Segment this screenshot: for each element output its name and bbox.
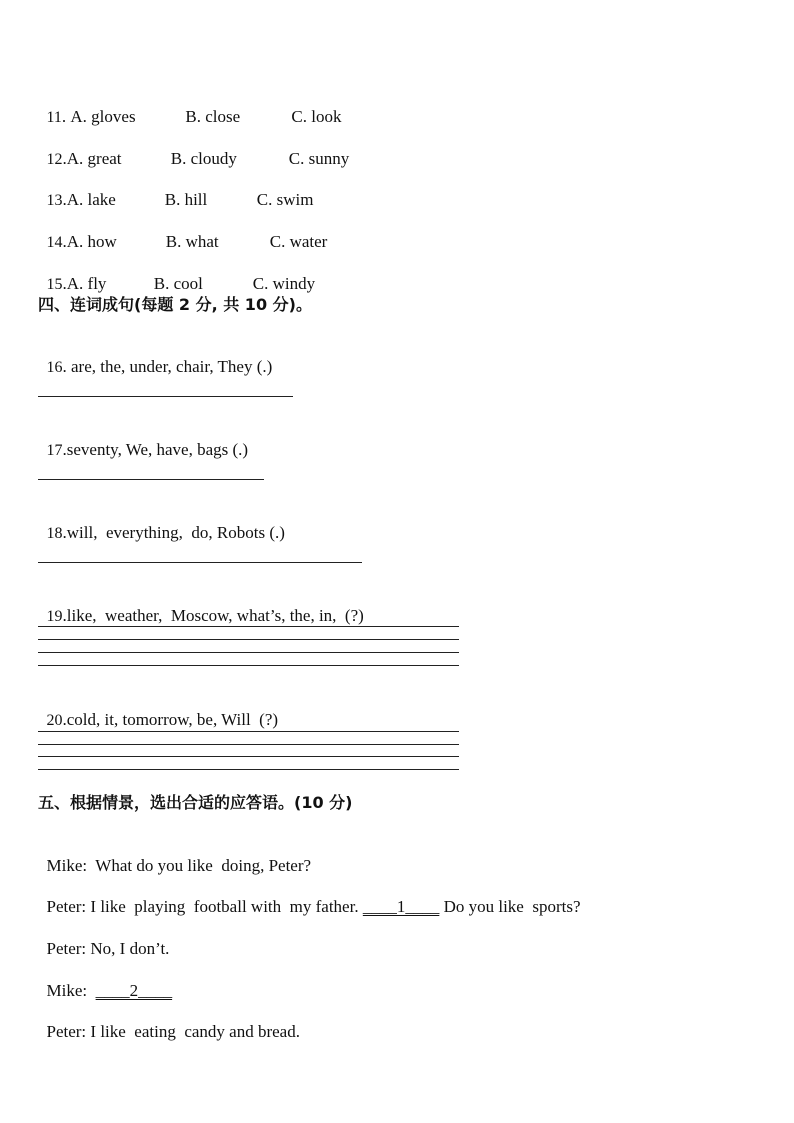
option-b: B. cool xyxy=(153,274,203,293)
option-b: B. cloudy xyxy=(170,149,237,168)
question-number: 14 xyxy=(46,234,63,251)
question-number: 11 xyxy=(46,109,62,126)
answer-line xyxy=(38,756,459,757)
option-c: C. windy xyxy=(252,274,316,293)
question-separator: . xyxy=(62,274,67,293)
option-a: A. lake xyxy=(66,190,116,209)
dialogue-text: Peter: No, I don’t. xyxy=(46,939,170,958)
question-20 xyxy=(38,690,278,731)
question-number: 19 xyxy=(46,608,63,625)
question-text: . are, the, under, chair, They (.) xyxy=(62,357,273,376)
answer-line xyxy=(38,769,459,770)
dialogue-text: Peter: I like playing football with my father. xyxy=(46,897,363,916)
question-number: 13 xyxy=(46,192,63,209)
option-a: A. fly xyxy=(66,274,107,293)
option-c: C. look xyxy=(291,107,342,126)
question-14 xyxy=(38,212,327,253)
question-16 xyxy=(38,337,272,378)
answer-line xyxy=(38,479,264,480)
question-18 xyxy=(38,503,285,544)
dialogue-text: Peter: I like eating candy and bread. xyxy=(46,1022,300,1041)
question-number: 12 xyxy=(46,151,63,168)
option-c: C. swim xyxy=(256,190,314,209)
question-17 xyxy=(38,420,248,461)
question-number: 17 xyxy=(46,442,63,459)
dialogue-line xyxy=(38,919,169,959)
section-4-heading: 四、连词成句(每题 2 分, 共 10 分)。 xyxy=(38,295,312,314)
question-separator: . xyxy=(62,190,67,209)
dialogue-text: Mike: What do you like doing, Peter? xyxy=(46,856,312,875)
answer-line xyxy=(38,396,293,397)
question-number: 18 xyxy=(46,525,63,542)
dialogue-line xyxy=(38,1002,300,1042)
question-text: .like, weather, Moscow, what’s, the, in, (?) xyxy=(62,606,364,625)
answer-line xyxy=(38,652,459,653)
answer-blank-1[interactable]: ____1____ xyxy=(362,897,440,916)
question-15 xyxy=(38,254,315,295)
option-a: A. how xyxy=(66,232,117,251)
question-text: .will, everything, do, Robots (.) xyxy=(62,523,285,542)
question-text: .seventy, We, have, bags (.) xyxy=(62,440,249,459)
question-12 xyxy=(38,129,349,170)
question-19 xyxy=(38,586,364,627)
option-c: C. water xyxy=(269,232,328,251)
dialogue-text: Mike: xyxy=(46,981,96,1000)
option-c: C. sunny xyxy=(288,149,350,168)
question-separator: . xyxy=(61,107,71,126)
question-number: 16 xyxy=(46,359,63,376)
option-b: B. hill xyxy=(164,190,208,209)
question-11 xyxy=(38,87,341,128)
answer-line xyxy=(38,665,459,666)
option-b: B. close xyxy=(185,107,241,126)
dialogue-line xyxy=(38,836,311,876)
option-a: A. gloves xyxy=(70,107,136,126)
option-b: B. what xyxy=(165,232,219,251)
question-separator: . xyxy=(62,149,67,168)
answer-line xyxy=(38,562,362,563)
option-a: A. great xyxy=(66,149,122,168)
question-number: 15 xyxy=(46,276,63,293)
question-13 xyxy=(38,170,313,211)
answer-line xyxy=(38,731,459,732)
dialogue-text-after: Do you like sports? xyxy=(439,897,581,916)
dialogue-line xyxy=(38,877,581,917)
answer-line xyxy=(38,626,459,627)
answer-line xyxy=(38,744,459,745)
question-separator: . xyxy=(62,232,67,251)
dialogue-line xyxy=(38,961,172,1001)
answer-blank-2[interactable]: ____2____ xyxy=(95,981,173,1000)
question-number: 20 xyxy=(46,712,63,729)
section-5-heading: 五、根据情景，选出合适的应答语。(10 分) xyxy=(38,793,353,812)
question-text: .cold, it, tomorrow, be, Will (?) xyxy=(62,710,279,729)
answer-line xyxy=(38,639,459,640)
